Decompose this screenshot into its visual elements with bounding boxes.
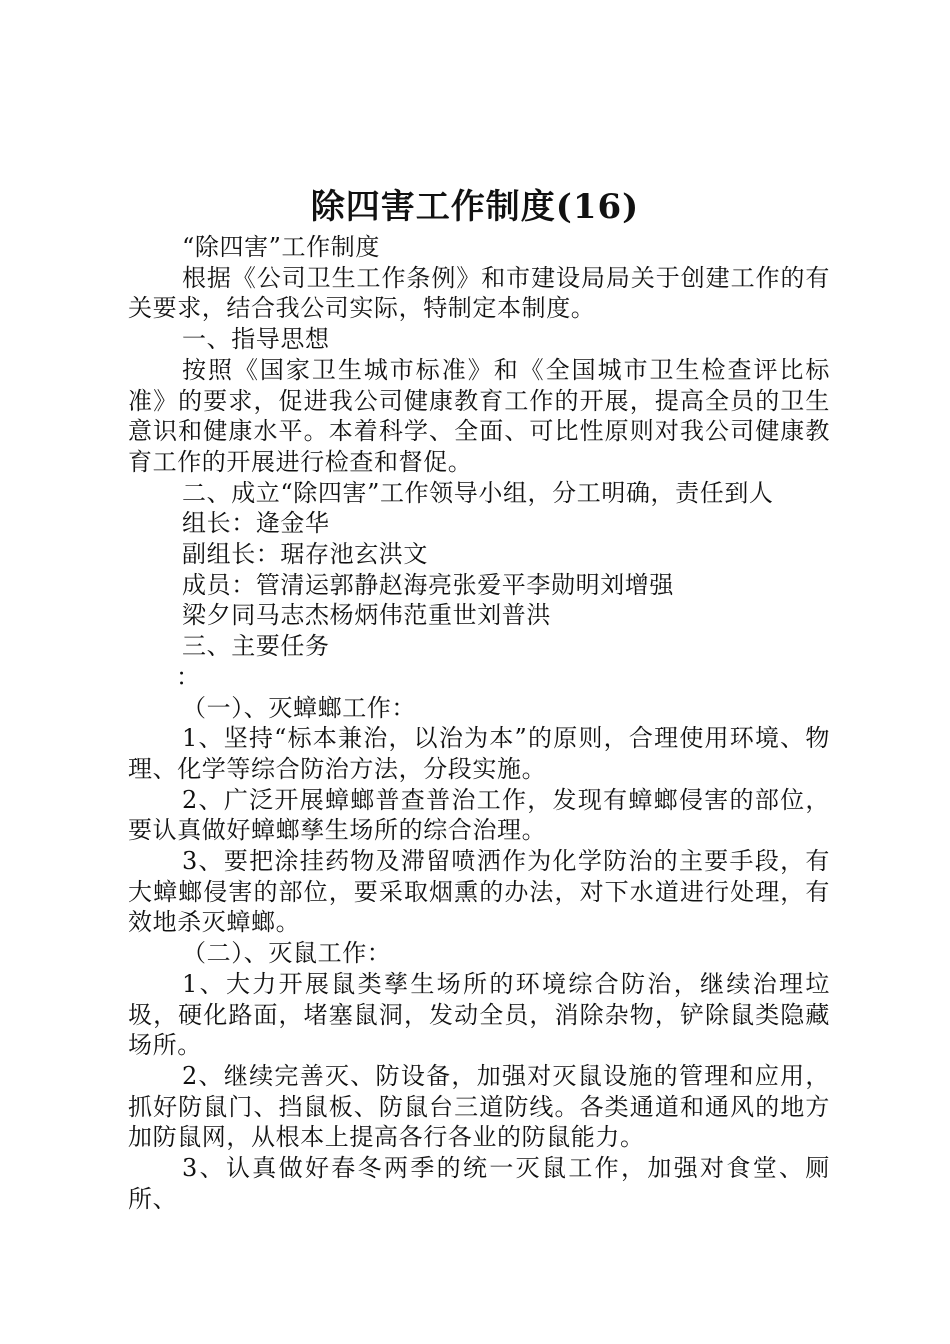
subsection-heading-rodent: （二）、灭鼠工作： [182, 939, 392, 968]
subsection-heading-cockroach: （一）、灭蟑螂工作： [182, 693, 416, 722]
paragraph-members: 成员：管清运郭静赵海亮张爱平李勋明刘增强 [182, 570, 674, 599]
paragraph-rodent-2: 2、继续完善灭、防设备，加强对灭鼠设施的管理和应用，抓好防鼠门、挡鼠板、防鼠台三道防线。各类通道和通风的地方加防鼠网，从根本上提高各行各业的防鼠能力。 [128, 1061, 830, 1152]
paragraph-guiding-thought: 按照《国家卫生城市标准》和《全国城市卫生检查评比标准》的要求，促进我公司健康教育工作的开展，提高全员的卫生意识和健康水平。本着科学、全面、可比性原则对我公司健康教育工作的开展进行检查和督促。 [128, 355, 830, 476]
paragraph-colon: ： [176, 662, 201, 691]
document-body [128, 232, 830, 1215]
section-heading-guiding-thought: 一、指导思想 [182, 325, 330, 354]
paragraph-members-continued: 梁夕同马志杰杨炳伟范重世刘普洪 [182, 601, 551, 630]
document-title: 除四害工作制度(16) [310, 187, 640, 227]
section-heading-main-tasks: 三、主要任务 [182, 632, 330, 661]
paragraph-cockroach-1: 1、坚持“标本兼治，以治为本”的原则，合理使用环境、物理、化学等综合防治方法，分段实施。 [128, 724, 830, 783]
paragraph-cockroach-2: 2、广泛开展蟑螂普查普治工作，发现有蟑螂侵害的部位，要认真做好蟑螂孳生场所的综合治理。 [128, 785, 830, 845]
section-heading-leadership-group: 二、成立“除四害”工作领导小组，分工明确，责任到人 [182, 478, 774, 507]
paragraph-deputy-leader: 副组长：琚存池玄洪文 [182, 540, 428, 569]
paragraph-intro: 根据《公司卫生工作条例》和市建设局局关于创建工作的有关要求，结合我公司实际，特制定本制度。 [128, 263, 830, 323]
paragraph-rodent-1: 1、大力开展鼠类孳生场所的环境综合防治，继续治理垃圾，硬化路面，堵塞鼠洞，发动全员，消除杂物，铲除鼠类隐藏场所。 [128, 969, 830, 1060]
paragraph-group-leader: 组长：逄金华 [182, 509, 330, 538]
paragraph-cockroach-3: 3、要把涂挂药物及滞留喷洒作为化学防治的主要手段，有大蟑螂侵害的部位，要采取烟熏的办法，对下水道进行处理，有效地杀灭蟑螂。 [128, 847, 830, 937]
paragraph-heading: “除四害”工作制度 [182, 233, 380, 261]
paragraph-rodent-3: 3、认真做好春冬两季的统一灭鼠工作，加强对食堂、厕所、 [128, 1154, 830, 1213]
